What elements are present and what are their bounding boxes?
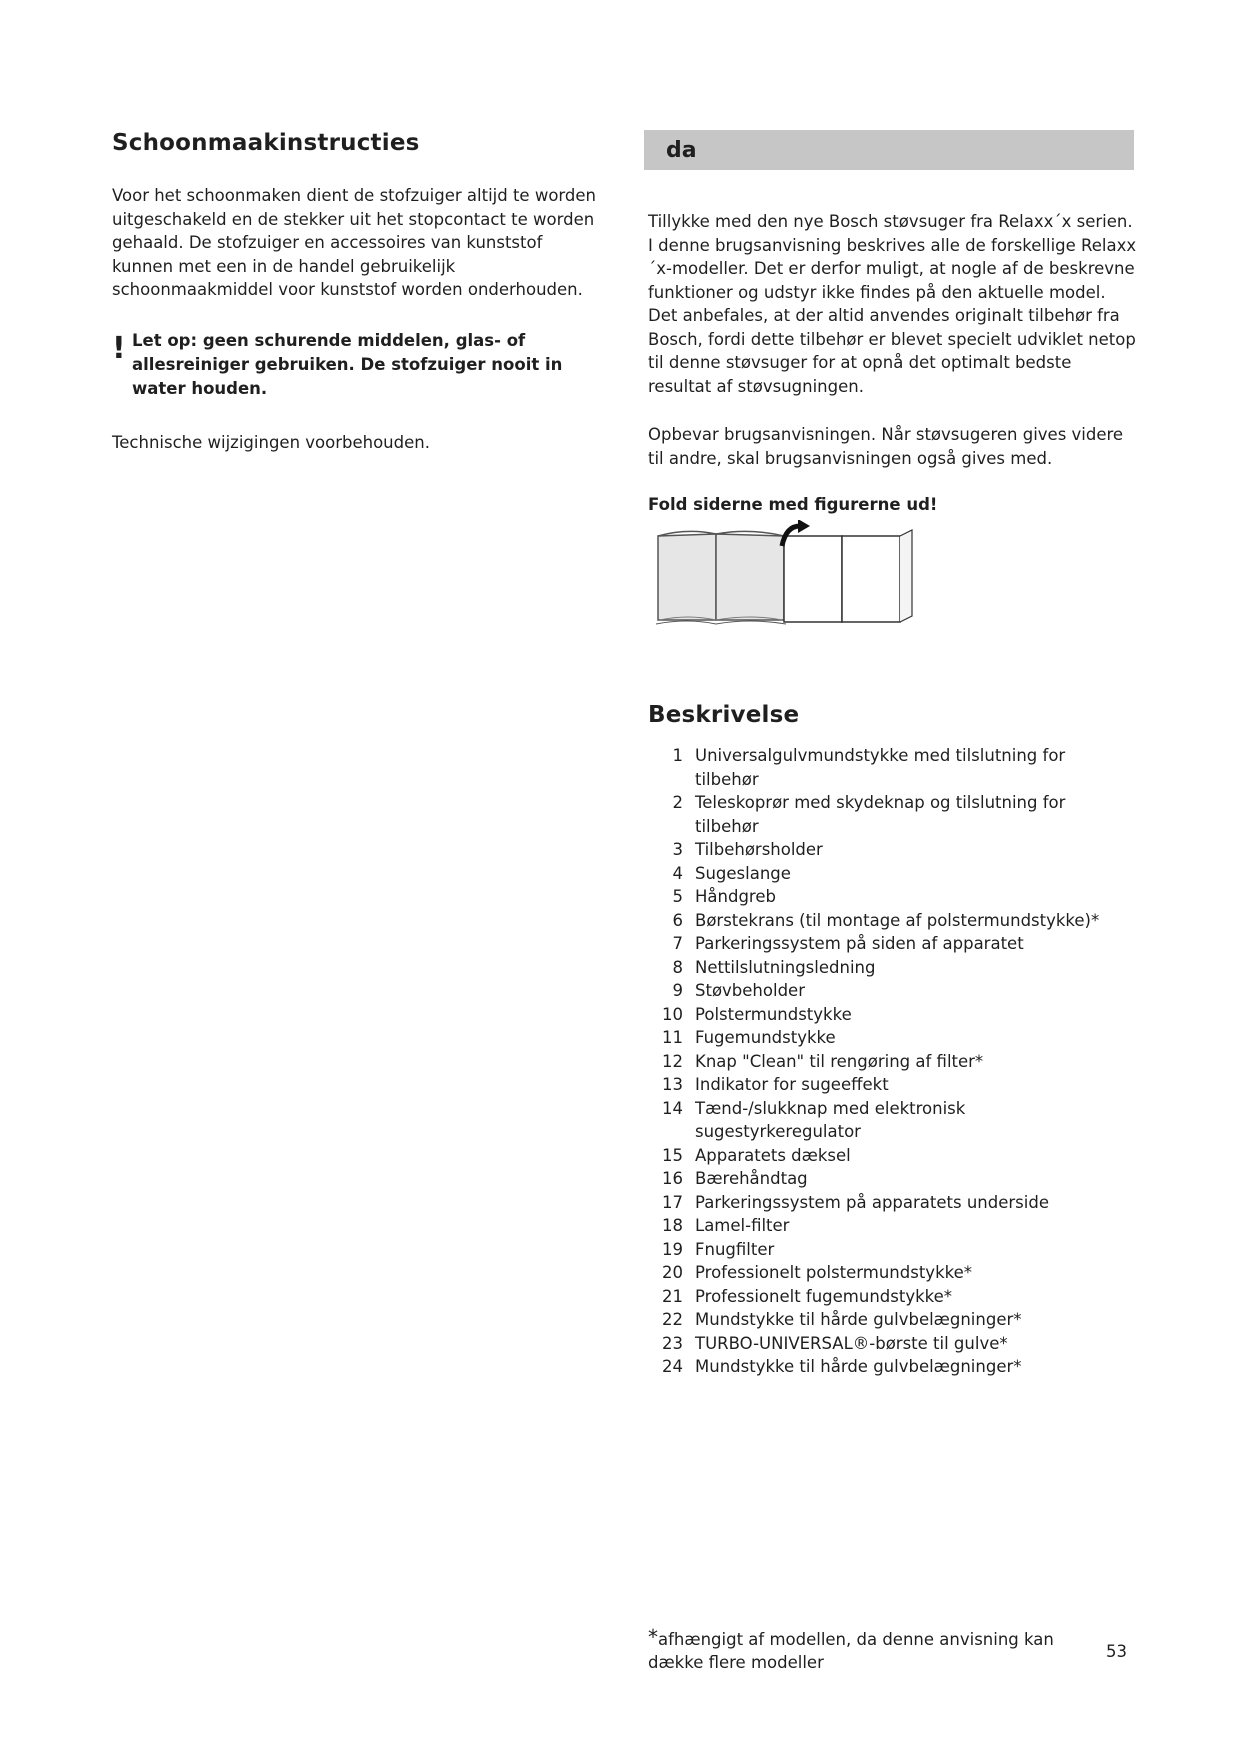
list-item <box>648 838 1138 862</box>
part-text: Mundstykke til hårde gulvbelægninger* <box>695 1310 1022 1329</box>
list-item <box>648 979 1138 1003</box>
part-number: 4 <box>672 863 683 883</box>
part-text: Professionelt polstermundstykke* <box>695 1263 972 1282</box>
list-item <box>648 1167 1138 1191</box>
part-text: Parkeringssystem på siden af apparatet <box>695 934 1024 953</box>
list-item <box>648 1073 1138 1097</box>
warning-text: Let op: geen schurende middelen, glas- of allesreiniger gebruiken. De stofzuiger nooit in water houden. <box>132 330 563 398</box>
part-text: Bærehåndtag <box>695 1169 808 1188</box>
part-number: 3 <box>672 840 683 859</box>
section-title-cleaning: Schoonmaakinstructies <box>112 130 420 156</box>
footnote-text: afhængigt af modellen, da denne anvisning kan dække flere modeller <box>648 1630 1054 1672</box>
part-number: 9 <box>672 981 683 1000</box>
fold-label: Fold siderne med figurerne ud! <box>648 495 938 514</box>
list-item <box>648 1332 1138 1356</box>
part-number: 16 <box>662 1169 683 1188</box>
part-number: 13 <box>662 1075 683 1094</box>
footnote <box>648 1625 1068 1674</box>
part-text: Indikator for sugeeffekt <box>695 1075 889 1094</box>
page-number: 53 <box>1106 1642 1127 1661</box>
parts-list <box>648 744 1138 1379</box>
list-item <box>648 932 1138 956</box>
part-text: Tænd-/slukknap med elektronisk sugestyrkeregulator <box>695 1098 966 1141</box>
part-text: Mundstykke til hårde gulvbelægninger* <box>695 1357 1022 1376</box>
part-text: Støvbeholder <box>695 981 805 1000</box>
exclamation-icon: ! <box>112 330 126 366</box>
list-item <box>648 1261 1138 1285</box>
part-number: 24 <box>662 1357 683 1376</box>
list-item <box>648 1191 1138 1215</box>
part-number: 6 <box>672 910 683 930</box>
list-item <box>648 744 1138 791</box>
part-number: 23 <box>662 1333 683 1353</box>
list-item <box>648 956 1138 980</box>
list-item <box>648 1144 1138 1168</box>
part-number: 7 <box>672 934 683 953</box>
part-text: Tilbehørsholder <box>695 840 823 859</box>
cleaning-body: Voor het schoonmaken dient de stofzuiger altijd te worden uitgeschakeld en de stekker uit het stopcontact te worden gehaald. De stofzuiger en accessoires van kunststof kunnen met een in de handel gebruikelijk schoonmaakmiddel voor kunststof worden onderhouden. <box>112 186 596 299</box>
list-item <box>648 1003 1138 1027</box>
part-number: 17 <box>662 1192 683 1212</box>
part-text: Børstekrans (til montage af polstermundstykke)* <box>695 910 1100 930</box>
list-item <box>648 1050 1138 1074</box>
part-number: 20 <box>662 1263 683 1282</box>
list-item <box>648 862 1138 886</box>
section-title-description: Beskrivelse <box>648 702 800 728</box>
part-text: Parkeringssystem på apparatets underside <box>695 1192 1049 1212</box>
part-number: 21 <box>662 1286 683 1306</box>
part-text: Apparatets dæksel <box>695 1145 851 1165</box>
part-number: 22 <box>662 1310 683 1329</box>
list-item <box>648 1308 1138 1332</box>
part-text: Nettilslutningsledning <box>695 957 876 977</box>
language-code: da <box>666 137 697 163</box>
part-text: Håndgreb <box>695 887 776 906</box>
part-text: Polstermundstykke <box>695 1004 852 1024</box>
list-item <box>648 1355 1138 1379</box>
list-item <box>648 1238 1138 1262</box>
list-item <box>648 1285 1138 1309</box>
part-number: 11 <box>662 1028 683 1047</box>
part-text: Teleskoprør med skydeknap og tilslutning for tilbehør <box>695 793 1066 836</box>
part-text: TURBO-UNIVERSAL®-børste til gulve* <box>695 1333 1008 1353</box>
right-column <box>648 130 1138 1379</box>
part-text: Lamel-filter <box>695 1216 790 1235</box>
part-number: 8 <box>672 957 683 977</box>
intro-text: Tillykke med den nye Bosch støvsuger fra Relaxx´x serien. I denne brugsanvisning beskrives alle de forskellige Relaxx´x-modeller. Det er derfor muligt, at nogle af de beskrevne funktioner og udstyr ikke findes på den aktuelle model. Det anbefales, at der altid anvendes originalt tilbehør fra Bosch, fordi dette tilbehør er blevet specielt udviklet netop til denne støvsuger for at opnå det optimalt bedste resultat af støvsugningen. <box>648 212 1137 396</box>
fold-pages-icon <box>654 520 924 630</box>
part-number: 5 <box>672 887 683 906</box>
technical-note: Technische wijzigingen voorbehouden. <box>112 432 430 452</box>
list-item <box>648 791 1138 838</box>
part-number: 10 <box>662 1004 683 1024</box>
list-item <box>648 1214 1138 1238</box>
part-text: Sugeslange <box>695 863 791 883</box>
part-text: Knap "Clean" til rengøring af filter* <box>695 1051 984 1071</box>
part-text: Fugemundstykke <box>695 1028 836 1047</box>
part-number: 2 <box>672 793 683 812</box>
warning-block <box>112 329 602 401</box>
part-text: Universalgulvmundstykke med tilslutning for tilbehør <box>695 746 1066 789</box>
part-number: 19 <box>662 1239 683 1259</box>
list-item <box>648 1026 1138 1050</box>
left-column <box>112 130 602 454</box>
part-number: 18 <box>662 1216 683 1235</box>
part-text: Fnugfilter <box>695 1239 775 1259</box>
part-number: 15 <box>662 1145 683 1165</box>
fold-out-illustration <box>654 520 1138 634</box>
list-item <box>648 885 1138 909</box>
part-number: 1 <box>672 746 683 765</box>
part-number: 14 <box>662 1098 683 1118</box>
language-bar <box>644 130 1134 170</box>
list-item <box>648 909 1138 933</box>
store-text: Opbevar brugsanvisningen. Når støvsugeren gives videre til andre, skal brugsanvisningen også gives med. <box>648 425 1124 468</box>
part-number: 12 <box>662 1051 683 1071</box>
list-item <box>648 1097 1138 1144</box>
part-text: Professionelt fugemundstykke* <box>695 1286 953 1306</box>
footnote-star: * <box>648 1625 658 1649</box>
